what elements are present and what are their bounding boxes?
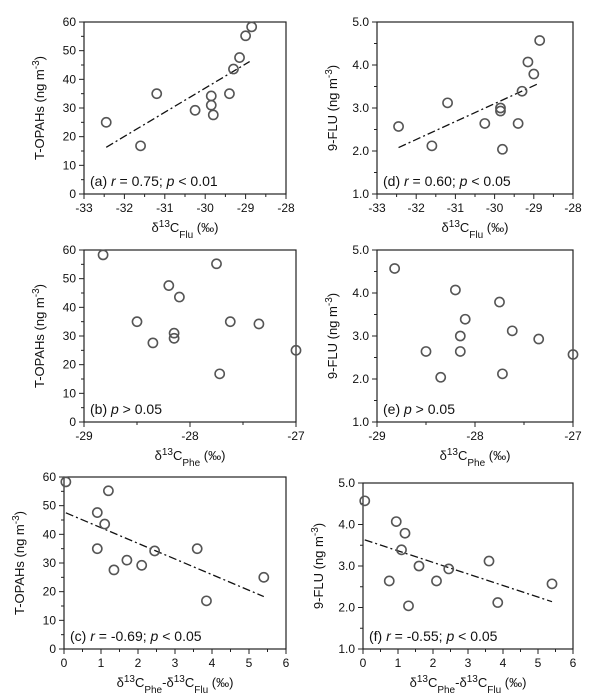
y-tick-label: 30 [62,329,76,343]
data-point [152,89,161,98]
x-tick-label: 6 [569,656,577,670]
panel-annotation: (e) p > 0.05 [383,401,455,417]
x-tick-label: -32 [115,201,134,215]
y-tick-label: 50 [62,43,76,58]
y-tick-label: 1.0 [352,415,369,429]
x-tick-label: -29 [75,429,93,443]
data-point [392,517,401,526]
data-point [93,508,102,517]
data-point [360,496,369,505]
x-tick-label: 5 [245,656,253,670]
data-point [207,91,216,100]
data-point [137,561,146,570]
x-axis-label: $\delta^{13}C_{Phe}$ (‰) [439,446,511,469]
y-tick-label: 50 [42,498,56,513]
data-point [480,119,489,128]
data-point [529,69,538,78]
data-point [109,565,118,574]
data-point [414,561,423,570]
data-point [225,89,234,98]
y-axis-label: T-OPAHs (ng $m^{-3}$) [30,55,47,161]
data-point [241,31,250,40]
x-axis-label: $\delta^{13}C_{Phe}-\delta^{13}C_{Flu}$ (‰) [409,673,527,696]
y-tick-label: 4.0 [338,517,355,532]
data-point [102,118,111,127]
x-tick-label: 4 [208,656,216,670]
y-tick-label: 30 [42,556,56,570]
data-point [191,106,200,115]
x-tick-label: -28 [277,201,295,215]
x-tick-label: 2 [134,656,142,670]
data-point [100,519,109,528]
y-tick-label: 3.0 [352,101,369,115]
data-point [547,579,556,588]
y-tick-label: 5.0 [352,15,369,29]
plot-frame [64,477,286,649]
y-tick-label: 2.0 [352,372,369,386]
x-tick-label: 3 [464,656,472,670]
x-tick-label: -29 [525,201,543,215]
y-tick-label: 20 [62,357,76,372]
y-tick-label: 60 [62,15,76,29]
data-point [436,373,445,382]
y-tick-label: 0 [49,642,56,656]
y-tick-label: 2.0 [338,600,355,615]
x-tick-label: 0 [60,656,68,670]
data-point [226,317,235,326]
x-tick-label: -30 [196,201,214,215]
data-point [514,119,523,128]
trend-line [399,84,538,148]
data-point [164,281,173,290]
y-tick-label: 0 [69,187,76,201]
y-axis-label: T-OPAHs (ng $m^{-3}$) [30,283,47,389]
data-point [229,64,238,73]
data-point [498,145,507,154]
data-point [394,122,403,131]
panel-annotation: (b) p > 0.05 [90,401,162,417]
chart-panel-a [31,15,295,241]
data-point [390,264,399,273]
y-tick-label: 30 [62,101,76,115]
y-tick-label: 1.0 [352,187,369,201]
data-point [61,477,70,486]
y-axis-label: T-OPAHs (ng $m^{-3}$) [10,510,27,616]
data-point [427,141,436,150]
x-tick-label: 1 [394,656,402,670]
y-tick-label: 5.0 [338,476,355,490]
plot-frame [377,250,573,422]
y-tick-label: 4.0 [352,58,369,72]
data-point [202,596,211,605]
y-tick-label: 60 [42,470,56,484]
panel-annotation: (d) r = 0.60; p < 0.05 [383,173,511,189]
panel-annotation: (a) r = 0.75; p < 0.01 [90,173,218,189]
data-point [456,347,465,356]
data-point [432,576,441,585]
data-point [534,334,543,343]
data-point [207,101,216,110]
x-tick-label: -29 [368,429,386,443]
y-tick-label: 20 [62,129,76,144]
data-point [175,292,184,301]
panel-annotation: (c) r = -0.69; p < 0.05 [70,628,202,644]
x-axis-label: $\delta^{13}C_{Phe}$ (‰) [154,446,226,469]
x-axis-label: $\delta^{13}C_{Flu}$ (‰) [441,218,509,241]
plot-frame [377,22,573,194]
data-point [495,297,504,306]
data-point [523,57,532,66]
data-point [122,556,131,565]
chart-panel-e [324,243,582,469]
chart-panel-d [324,15,582,241]
y-axis-label: 9-FLU (ng $m^{-3}$) [323,64,340,152]
y-tick-label: 3.0 [352,329,369,343]
y-tick-label: 50 [62,271,76,286]
data-point [443,98,452,107]
trend-line [66,513,264,597]
data-point [259,573,268,582]
data-point [385,576,394,585]
x-tick-label: -30 [485,201,504,215]
x-tick-label: -28 [564,201,582,215]
trend-line [106,62,249,148]
y-tick-label: 20 [42,584,56,599]
data-point [484,556,493,565]
data-point [421,347,430,356]
y-tick-label: 60 [62,243,76,257]
x-tick-label: -29 [236,201,255,215]
x-tick-label: -27 [564,429,582,443]
y-tick-label: 10 [62,386,76,401]
x-tick-label: -28 [181,429,199,443]
data-point [508,326,517,335]
x-tick-label: -31 [446,201,465,215]
data-point [493,598,502,607]
data-point [461,315,470,324]
x-tick-label: -27 [287,429,305,443]
data-point [148,338,157,347]
data-point [535,36,544,45]
x-tick-label: 0 [359,656,367,670]
data-point [93,544,102,553]
y-tick-label: 10 [42,613,56,628]
x-tick-label: 4 [499,656,507,670]
data-point [456,331,465,340]
data-point [498,369,507,378]
data-point [209,110,218,119]
data-point [254,319,263,328]
x-tick-label: -28 [466,429,484,443]
x-tick-label: -31 [156,201,174,215]
data-point [397,545,406,554]
data-point [212,259,221,268]
chart-panel-c [11,470,290,696]
plot-frame [84,250,296,422]
plot-frame [84,22,286,194]
data-point [193,544,202,553]
x-tick-label: -32 [407,201,425,215]
data-point [104,486,113,495]
x-tick-label: 6 [282,656,290,670]
x-tick-label: 1 [97,656,105,670]
y-tick-label: 3.0 [338,559,355,573]
y-tick-label: 40 [62,300,76,315]
trend-line [365,540,552,602]
y-tick-label: 0 [69,415,76,429]
data-point [400,529,409,538]
y-tick-label: 40 [62,72,76,87]
x-tick-label: 3 [171,656,179,670]
y-axis-label: 9-FLU (ng $m^{-3}$) [309,522,326,610]
x-axis-label: $\delta^{13}C_{Phe}-\delta^{13}C_{Flu}$ (‰) [116,673,234,696]
chart-panel-f [310,476,577,696]
data-point [404,601,413,610]
y-tick-label: 40 [42,527,56,542]
data-point [132,317,141,326]
y-axis-label: 9-FLU (ng $m^{-3}$) [323,292,340,380]
x-tick-label: -33 [75,201,93,215]
x-axis-label: $\delta^{13}C_{Flu}$ (‰) [151,218,219,241]
chart-panel-b [31,243,305,469]
data-point [451,285,460,294]
y-tick-label: 5.0 [352,243,369,257]
y-tick-label: 2.0 [352,144,369,158]
data-point [136,141,145,150]
y-tick-label: 10 [62,158,76,173]
data-point [247,22,256,31]
x-tick-label: 5 [534,656,542,670]
y-tick-label: 4.0 [352,286,369,300]
plot-frame [363,483,573,649]
data-point [98,250,107,259]
panel-annotation: (f) r = -0.55; p < 0.05 [369,628,498,644]
y-tick-label: 1.0 [338,642,355,656]
data-point [215,369,224,378]
x-tick-label: -33 [368,201,386,215]
x-tick-label: 2 [429,656,437,670]
data-point [235,53,244,62]
